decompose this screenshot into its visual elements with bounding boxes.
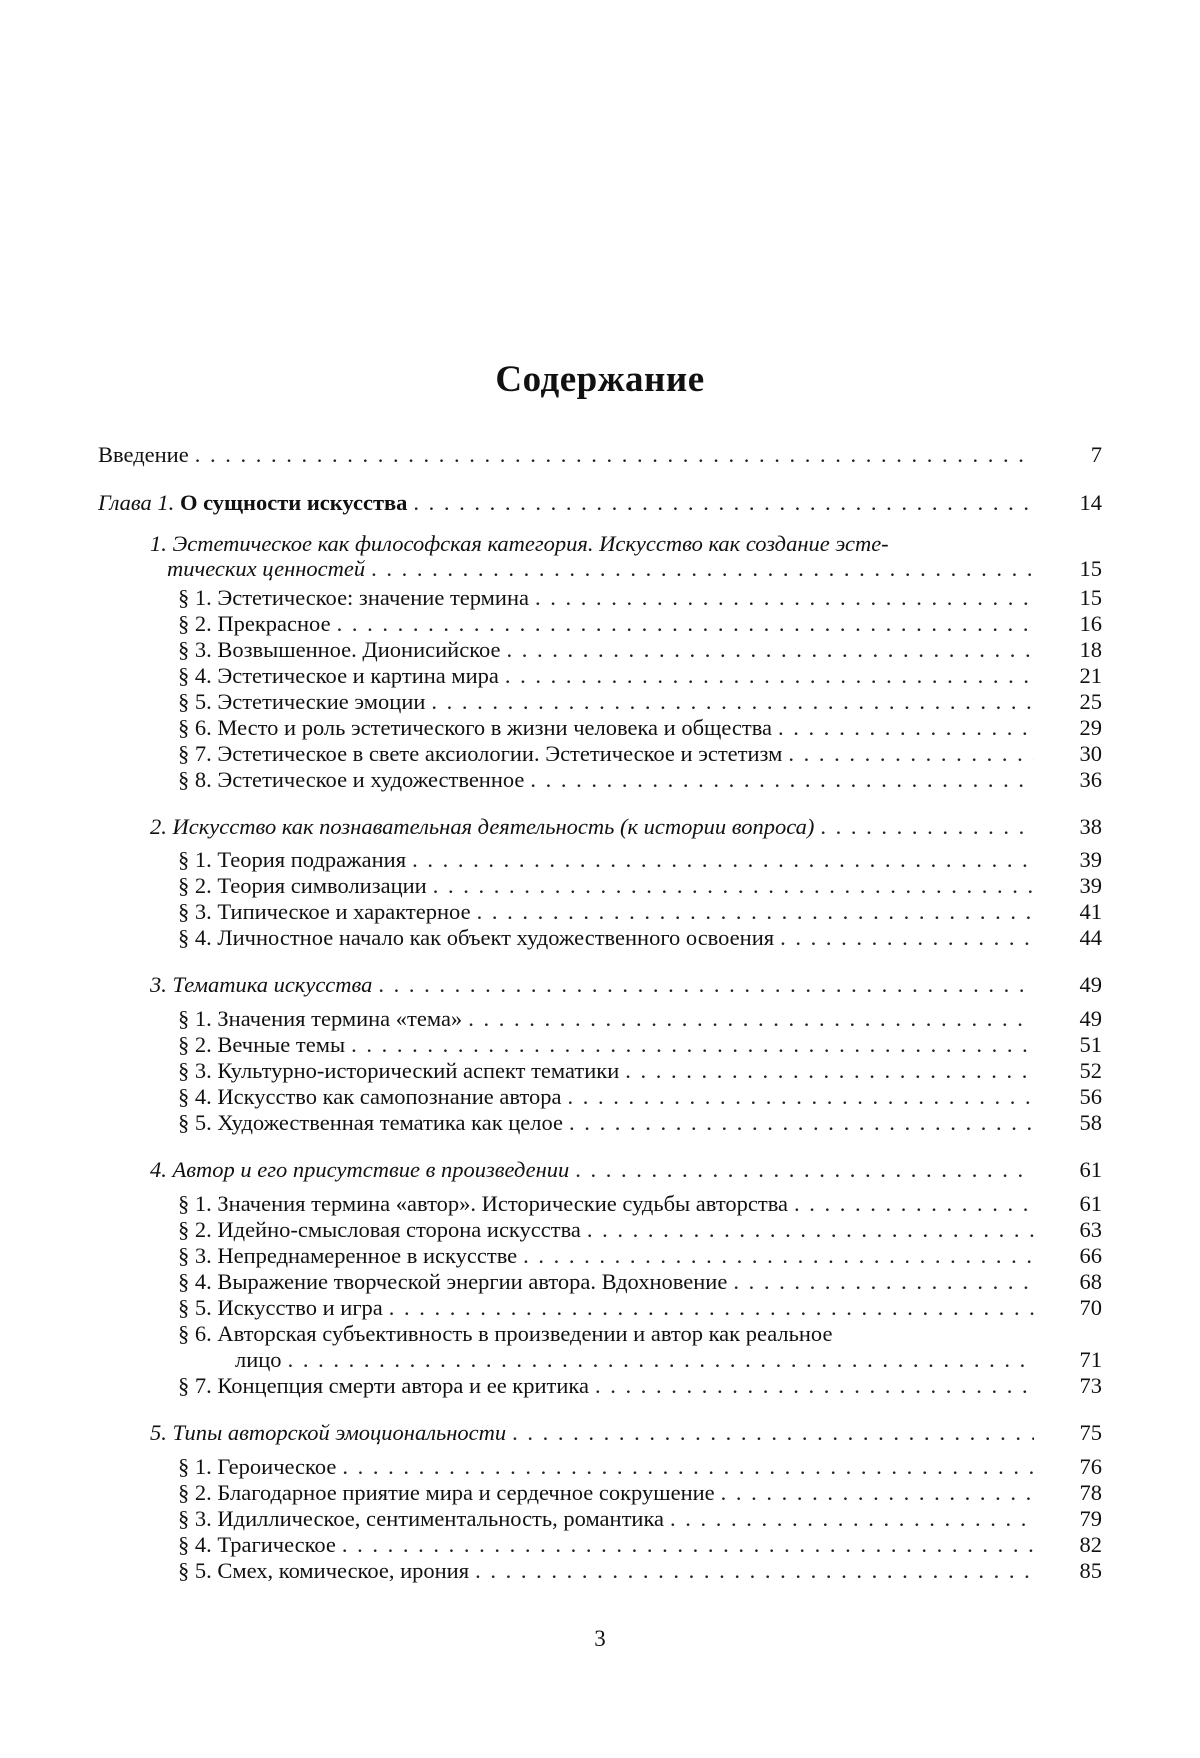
toc-label: 3. Тематика искусства (150, 972, 373, 997)
toc-item: § 4. Искусство как самопознание автора . . . 56 (178, 1084, 1102, 1110)
toc-page-number: 39 (1079, 873, 1102, 898)
toc-item: § 1. Героическое . . . 76 (178, 1454, 1102, 1480)
toc-page-number: 44 (1079, 925, 1102, 950)
toc-label: 4. Автор и его присутствие в произведении (150, 1157, 570, 1182)
toc-page-number: 71 (1079, 1347, 1102, 1372)
toc-entry-introduction (98, 442, 1102, 468)
toc-page-number: 66 (1079, 1243, 1102, 1268)
toc-page-number: 79 (1079, 1506, 1102, 1531)
toc-item: § 5. Смех, комическое, ирония . . . 85 (178, 1558, 1102, 1584)
toc-section-1 (167, 556, 1102, 582)
toc-page-number: 61 (1079, 1191, 1102, 1216)
toc-item: лицо . . . 71 (235, 1347, 1102, 1373)
toc-label: О сущности искусства (174, 490, 408, 515)
dot-leader (595, 1373, 1034, 1399)
toc-item: § 5. Искусство и игра . . . 70 (178, 1295, 1102, 1321)
dot-leader (625, 1058, 1034, 1084)
toc-page-number: 82 (1079, 1532, 1102, 1557)
dot-leader (587, 1217, 1034, 1243)
dot-leader (505, 663, 1034, 689)
toc-label: тических ценностей (167, 556, 366, 581)
toc-item-line-1: § 6. Авторская субъективность в произведении и автор как реальное (178, 1321, 833, 1346)
toc-item: § 4. Личностное начало как объект художественного освоения . . . 44 (178, 925, 1102, 951)
toc-item: § 1. Теория подражания . . . 39 (178, 847, 1102, 873)
toc-page-number: 29 (1079, 715, 1102, 740)
toc-label: 2. Искусство как познавательная деятельность (к истории вопроса) (150, 814, 815, 839)
dot-leader (507, 637, 1035, 663)
toc-item: § 3. Возвышенное. Дионисийское . . . 18 (178, 637, 1102, 663)
dot-leader (530, 767, 1034, 793)
toc-page-number: 58 (1079, 1110, 1102, 1135)
chapter-prefix: Глава 1. (98, 490, 175, 515)
dot-leader (342, 1532, 1034, 1558)
page-number: 3 (594, 1626, 606, 1651)
toc-page-number: 70 (1079, 1295, 1102, 1320)
toc-item: § 7. Эстетическое в свете аксиологии. Эстетическое и эстетизм . . . 30 (178, 741, 1102, 767)
toc-item: § 2. Вечные темы . . . 51 (178, 1032, 1102, 1058)
dot-leader (512, 1420, 1034, 1446)
toc-item: § 5. Художественная тематика как целое . . . 58 (178, 1110, 1102, 1136)
toc-page-number: 21 (1079, 663, 1102, 688)
toc-item: § 4. Эстетическое и картина мира . . . 21 (178, 663, 1102, 689)
toc-item: § 2. Теория символизации . . . 39 (178, 873, 1102, 899)
toc-item: § 3. Непреднамеренное в искусстве . . . 66 (178, 1243, 1102, 1269)
dot-leader (288, 1347, 1034, 1373)
toc-page-number: 85 (1079, 1558, 1102, 1583)
toc-item: § 4. Трагическое . . . 82 (178, 1532, 1102, 1558)
toc-section-4 (150, 1157, 1102, 1183)
toc-item: § 3. Типическое и характерное . . . 41 (178, 899, 1102, 925)
toc-item: § 8. Эстетическое и художественное . . . 36 (178, 767, 1102, 793)
page-title: Содержание (495, 359, 705, 400)
toc-page-number: 78 (1079, 1480, 1102, 1505)
dot-leader (575, 1157, 1034, 1183)
toc-section-3 (150, 972, 1102, 998)
toc-page-number: 76 (1079, 1454, 1102, 1479)
toc-page-number: 18 (1079, 637, 1102, 662)
toc-item: § 5. Эстетические эмоции . . . 25 (178, 689, 1102, 715)
toc-page-number: 36 (1079, 767, 1102, 792)
toc-section-5 (150, 1420, 1102, 1446)
dot-leader (733, 1269, 1034, 1295)
toc-item: § 1. Значения термина «тема» . . . 49 (178, 1006, 1102, 1032)
toc-item: § 2. Идейно-смысловая сторона искусства . . . 63 (178, 1217, 1102, 1243)
dot-leader (778, 715, 1034, 741)
dot-leader (195, 442, 1034, 468)
toc-page-number: 63 (1079, 1217, 1102, 1242)
dot-leader (820, 814, 1034, 840)
dot-leader (569, 1110, 1034, 1136)
toc-item: § 3. Идиллическое, сентиментальность, романтика . . . 79 (178, 1506, 1102, 1532)
dot-leader (378, 972, 1034, 998)
toc-section-1-line-1: 1. Эстетическое как философская категория. Искусство как создание эсте- (150, 531, 889, 556)
dot-leader (371, 556, 1034, 582)
dot-leader (412, 847, 1034, 873)
toc-section-2 (150, 814, 1102, 840)
toc-entry-chapter-1 (98, 490, 1102, 516)
toc-page-number: 75 (1079, 1420, 1102, 1445)
dot-leader (468, 1006, 1034, 1032)
dot-leader (477, 899, 1034, 925)
dot-leader (535, 585, 1034, 611)
dot-leader (431, 689, 1034, 715)
dot-leader (788, 741, 1034, 767)
toc-page-number: 49 (1079, 972, 1102, 997)
toc-item: § 3. Культурно-исторический аспект тематики . . . 52 (178, 1058, 1102, 1084)
toc-item: § 1. Эстетическое: значение термина . . . 15 (178, 585, 1102, 611)
dot-leader (342, 1454, 1034, 1480)
toc-page-number: 73 (1079, 1373, 1102, 1398)
toc-page-number: 41 (1079, 899, 1102, 924)
toc-page-number: 49 (1079, 1006, 1102, 1031)
toc-page-number: 15 (1079, 585, 1102, 610)
dot-leader (794, 1191, 1034, 1217)
toc-page-number: 52 (1079, 1058, 1102, 1083)
toc-item: § 7. Концепция смерти автора и ее критика . . . 73 (178, 1373, 1102, 1399)
toc-page-number: 39 (1079, 847, 1102, 872)
toc-item: § 6. Место и роль эстетического в жизни человека и общества . . . 29 (178, 715, 1102, 741)
toc-page-number: 30 (1079, 741, 1102, 766)
dot-leader (670, 1506, 1034, 1532)
dot-leader (433, 873, 1034, 899)
toc-page-number: 7 (1090, 442, 1102, 467)
toc-page-number: 15 (1079, 556, 1102, 581)
toc-page-number: 61 (1079, 1157, 1102, 1182)
toc-page-number: 14 (1079, 490, 1102, 515)
toc-page-number: 16 (1079, 611, 1102, 636)
toc-item: § 4. Выражение творческой энергии автора. Вдохновение . . . 68 (178, 1269, 1102, 1295)
toc-page-number: 25 (1079, 689, 1102, 714)
dot-leader (413, 490, 1034, 516)
dot-leader (337, 611, 1034, 637)
toc-label: Введение (98, 442, 189, 467)
dot-leader (351, 1032, 1034, 1058)
toc-item: § 2. Благодарное приятие мира и сердечное сокрушение . . . 78 (178, 1480, 1102, 1506)
toc-item: § 2. Прекрасное . . . 16 (178, 611, 1102, 637)
dot-leader (780, 925, 1034, 951)
toc-item: § 1. Значения термина «автор». Исторические судьбы авторства . . . 61 (178, 1191, 1102, 1217)
toc-page-number: 51 (1079, 1032, 1102, 1057)
dot-leader (475, 1558, 1034, 1584)
dot-leader (567, 1084, 1034, 1110)
toc-label: 5. Типы авторской эмоциональности (150, 1420, 507, 1445)
toc-page-number: 56 (1079, 1084, 1102, 1109)
dot-leader (523, 1243, 1034, 1269)
toc-page-number: 68 (1079, 1269, 1102, 1294)
dot-leader (721, 1480, 1034, 1506)
toc-page-number: 38 (1079, 814, 1102, 839)
dot-leader (389, 1295, 1034, 1321)
